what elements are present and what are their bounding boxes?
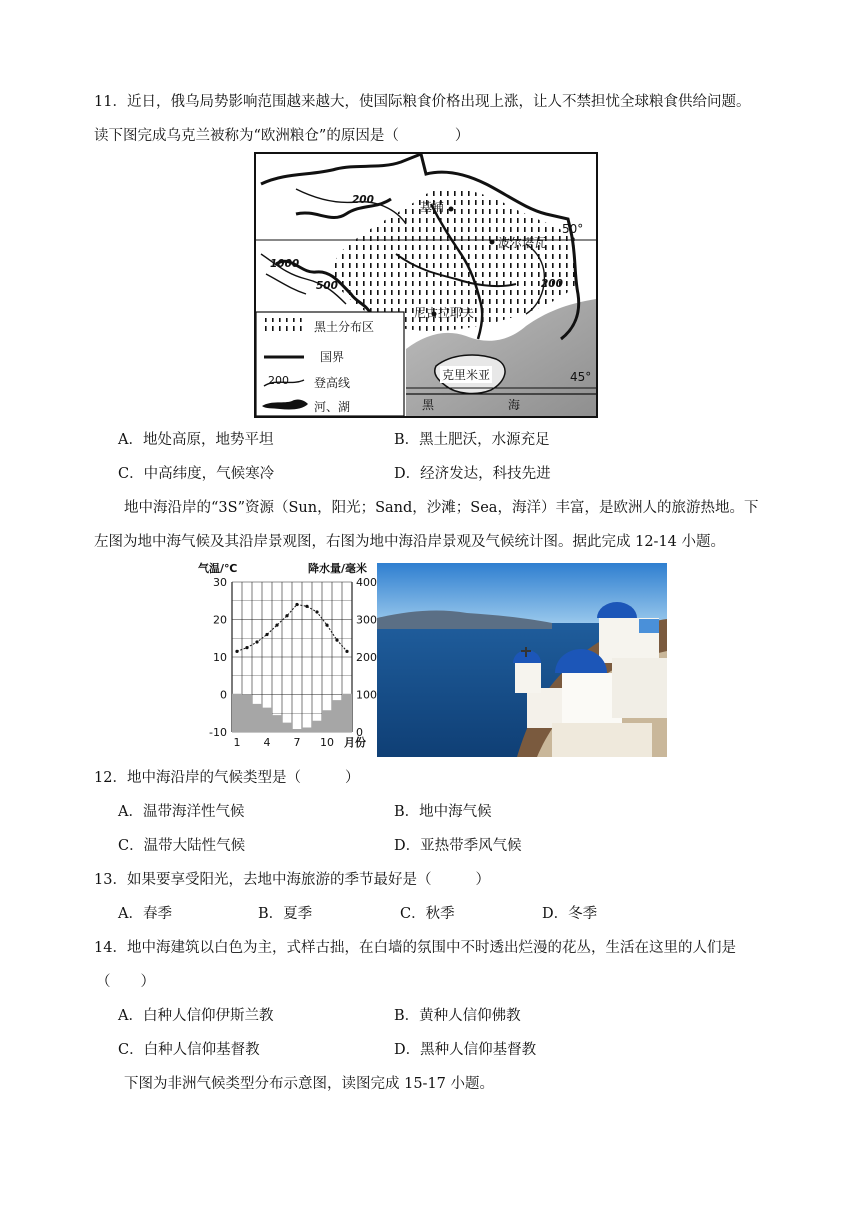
left-axis-title: 气温/℃ [198,562,238,575]
q14-paren-open: （ [96,974,111,990]
precip-bar-8 [302,728,312,733]
precip-tick-200: 200 [356,651,377,664]
intro-3s-line2: 左图为地中海气候及其沿岸景观图，右图为地中海沿岸景观及气候统计图。据此完成 12-14 小题。 [94,534,726,550]
coast-photo-drawing [377,563,667,757]
precip-bar-7 [292,729,302,732]
precip-bar-12 [342,694,352,732]
precip-tick-0: 0 [356,726,363,739]
label-black-sea-2: 海 [508,398,521,412]
q14-option-a[interactable]: A．白种人信仰伊斯兰教 [118,1008,274,1024]
month-tick-7: 7 [293,736,301,749]
q14-option-b[interactable]: B．黄种人信仰佛教 [394,1008,521,1024]
q13-paren-close: ） [475,872,490,888]
contour-label-200a: 200 [352,194,374,206]
q14-option-c[interactable]: C．白种人信仰基督教 [118,1042,260,1058]
temp-point-5 [275,624,278,627]
intro-3s-line1: 地中海沿岸的“3S”资源（Sun，阳光；Sand，沙滩；Sea，海洋）丰富，是欧洲人的旅游热地。下 [124,500,759,516]
temp-tick-20: 20 [213,613,227,627]
precip-bar-4 [262,708,272,732]
q11-stem-line2 [94,124,469,145]
q11-paren-close: ） [454,128,470,144]
temp-tick-0: 0 [220,688,227,702]
temp-tick-10: 10 [213,651,227,664]
q14-stem-line2 [96,970,155,991]
q11-stem-text: 读下图完成乌克兰被称为“欧洲粮仓”的原因是（ [94,128,399,144]
q13-stem [94,868,490,889]
precip-bar-2 [242,695,252,733]
temp-tick--10: -10 [209,726,227,739]
kyiv-marker [449,207,454,212]
contour-label-500: 500 [316,280,338,292]
q11-option-b[interactable]: B．黑土肥沃，水源充足 [394,432,550,448]
legend-border: 国界 [320,350,345,364]
precip-bar-11 [332,700,342,732]
q13-option-b[interactable]: B．夏季 [258,906,313,922]
right-axis-title: 降水量/毫米 [308,562,368,575]
q14-option-d[interactable]: D．黑种人信仰基督教 [394,1042,537,1058]
mediterranean-coast-photo [377,563,667,757]
precip-bar-10 [322,710,332,732]
precip-bar-3 [252,704,262,732]
temp-point-6 [285,614,288,617]
precip-bar-6 [282,723,292,732]
precip-tick-300: 300 [356,613,377,627]
legend-black-soil: 黑土分布区 [314,320,375,334]
temp-point-11 [335,639,338,642]
q12-stem-text: 12．地中海沿岸的气候类型是（ [94,770,301,786]
q11-option-d[interactable]: D．经济发达，科技先进 [394,466,551,482]
legend-river-lake: 河、湖 [314,400,351,414]
q13-option-c[interactable]: C．秋季 [400,906,455,922]
q14-stem-line1: 14．地中海建筑以白色为主，式样古拙，在白墙的氛围中不时透出烂漫的花丛，生活在这里的人们是 [94,940,736,956]
q13-stem-text: 13．如果要享受阳光，去地中海旅游的季节最好是（ [94,872,432,888]
x-axis-label: 月份 [344,736,366,749]
temp-point-7 [295,603,298,606]
q14-paren-close: ） [140,974,155,990]
label-crimea: 克里米亚 [442,368,491,382]
q12-option-d[interactable]: D．亚热带季风气候 [394,838,522,854]
q11-option-c[interactable]: C．中高纬度，气候寒冷 [118,466,275,482]
label-kyiv: 基辅 [420,200,445,214]
precip-bar-5 [272,715,282,732]
precip-bar-9 [312,721,322,732]
poltava-marker [490,240,495,245]
q11-option-a[interactable]: A．地处高原，地势平坦 [118,432,274,448]
q12-option-a[interactable]: A．温带海洋性气候 [118,804,245,820]
temp-tick-30: 30 [213,576,227,589]
intro-africa: 下图为非洲气候类型分布示意图，读图完成 15-17 小题。 [124,1076,495,1092]
temp-point-4 [265,633,268,636]
label-black-sea-1: 黑 [422,398,435,412]
temp-point-1 [235,650,238,653]
contour-label-200b: 200 [541,278,563,290]
ukraine-map [254,152,598,418]
q13-option-d[interactable]: D．冬季 [542,906,598,922]
temp-point-2 [245,646,248,649]
temp-point-9 [315,610,318,613]
month-tick-10: 10 [320,736,334,749]
q12-option-c[interactable]: C．温带大陆性气候 [118,838,246,854]
label-nikolaev: 尼古拉耶夫 [414,306,475,320]
precip-tick-100: 100 [356,688,377,702]
legend-contour-value: 200 [268,374,289,387]
q12-stem [94,766,359,787]
climate-chart [196,560,378,756]
temp-point-3 [255,640,258,643]
climate-chart-svg [196,560,378,756]
latitude-label-50: 50° [562,222,584,236]
precip-tick-400: 400 [356,576,377,589]
month-tick-4: 4 [263,736,271,749]
temp-point-12 [345,650,348,653]
latitude-label-45: 45° [570,370,592,384]
q13-option-a[interactable]: A．春季 [118,906,172,922]
temp-point-8 [305,605,308,608]
q12-option-b[interactable]: B．地中海气候 [394,804,492,820]
q11-stem-line1: 11．近日，俄乌局势影响范围越来越大，使国际粮食价格出现上涨，让人不禁担忧全球粮食供给问题。 [94,94,751,110]
month-tick-1: 1 [233,736,241,749]
q12-paren-close: ） [344,770,360,786]
label-poltava: 波尔塔瓦 [498,236,547,250]
legend-contour: 登高线 [314,376,351,390]
precip-bar-1 [232,694,242,732]
temp-point-10 [325,624,328,627]
contour-label-1000: 1000 [270,258,300,270]
